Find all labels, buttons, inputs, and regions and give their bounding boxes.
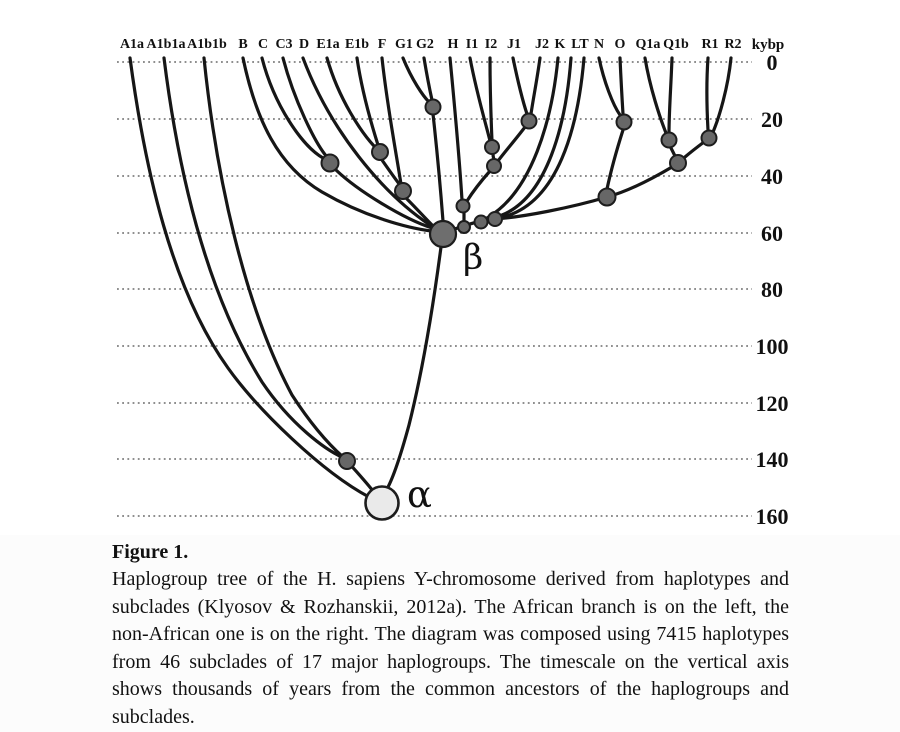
haplogroup-label-LT: LT <box>571 37 589 52</box>
node-beta <box>430 221 456 247</box>
haplogroup-label-E1a: E1a <box>316 37 340 52</box>
node-r-junction <box>702 131 717 146</box>
axis-tick-60: 60 <box>761 221 783 246</box>
haplogroup-label-R1: R1 <box>701 37 719 52</box>
node-qr-junction <box>670 155 686 171</box>
node-cc3-junction <box>322 155 339 172</box>
haplogroup-label-E1b: E1b <box>344 37 370 52</box>
figure-caption <box>112 539 789 732</box>
haplogroup-label-N: N <box>593 37 605 52</box>
axis-tick-120: 120 <box>755 391 789 416</box>
node-alpha <box>366 487 399 520</box>
node-chain-2 <box>475 216 488 229</box>
haplogroup-label-A1b1b: A1b1b <box>187 37 227 52</box>
caption-title: Figure 1. <box>112 541 189 563</box>
axis-tick-20: 20 <box>761 107 783 132</box>
haplogroup-label-I2: I2 <box>484 37 498 52</box>
haplogroup-label-K: K <box>554 37 566 52</box>
node-no-junction <box>617 115 632 130</box>
haplogroup-label-R2: R2 <box>724 37 742 52</box>
axis-unit-label: kybp <box>751 37 785 53</box>
haplogroup-label-C3: C3 <box>275 37 293 52</box>
haplogroup-label-A1b1a: A1b1a <box>146 37 186 52</box>
node-e-junction <box>372 144 388 160</box>
axis-tick-140: 140 <box>755 447 789 472</box>
haplogroup-label-C: C <box>257 37 269 52</box>
node-chain-3 <box>488 212 502 226</box>
haplogroup-label-D: D <box>298 37 310 52</box>
node-q-junction <box>662 133 677 148</box>
node-ij-junction <box>487 159 501 173</box>
branch-R1 <box>707 58 708 130</box>
haplogroup-label-I1: I1 <box>465 37 479 52</box>
beta-label: β <box>463 238 484 278</box>
haplogroup-label-A1a: A1a <box>119 37 145 52</box>
haplogroup-label-B: B <box>238 37 248 52</box>
node-j-junction <box>522 114 537 129</box>
caption-body: Haplogroup tree of the H. sapiens Y-chromosome derived from haplotypes and subclades (Klyosov & Rozhanskii, 2012a). The African branch is on the left, the non-African one is on the right. The diagram was composed using 7415 haplotypes from 46 subclades of 17 major haplogroups. The timescale on the vertical axis shows thousands of years from the common ancestors of the haplogroups and subclades. <box>112 568 789 728</box>
node-chain-1 <box>458 221 470 233</box>
axis-tick-160: 160 <box>755 504 789 529</box>
node-a1b-junction <box>339 453 355 469</box>
axis-tick-40: 40 <box>761 164 783 189</box>
haplogroup-label-G1: G1 <box>395 37 413 52</box>
haplogroup-label-O: O <box>614 37 626 52</box>
axis-tick-80: 80 <box>761 277 783 302</box>
node-g-junction <box>426 100 441 115</box>
haplogroup-label-F: F <box>377 37 387 52</box>
alpha-label: α <box>407 473 432 516</box>
haplogroup-label-G2: G2 <box>416 37 434 52</box>
haplogroup-label-H: H <box>447 37 459 52</box>
node-hij-junction <box>457 200 470 213</box>
node-def-junction <box>395 183 411 199</box>
axis-tick-100: 100 <box>755 334 789 359</box>
haplogroup-label-J1: J1 <box>507 37 521 52</box>
haplogroup-label-Q1a: Q1a <box>635 37 661 52</box>
axis-tick-0: 0 <box>766 50 778 75</box>
node-nokr-junction <box>599 189 616 206</box>
node-i-junction <box>485 140 499 154</box>
haplogroup-label-Q1b: Q1b <box>663 37 689 52</box>
haplogroup-label-J2: J2 <box>535 37 549 52</box>
